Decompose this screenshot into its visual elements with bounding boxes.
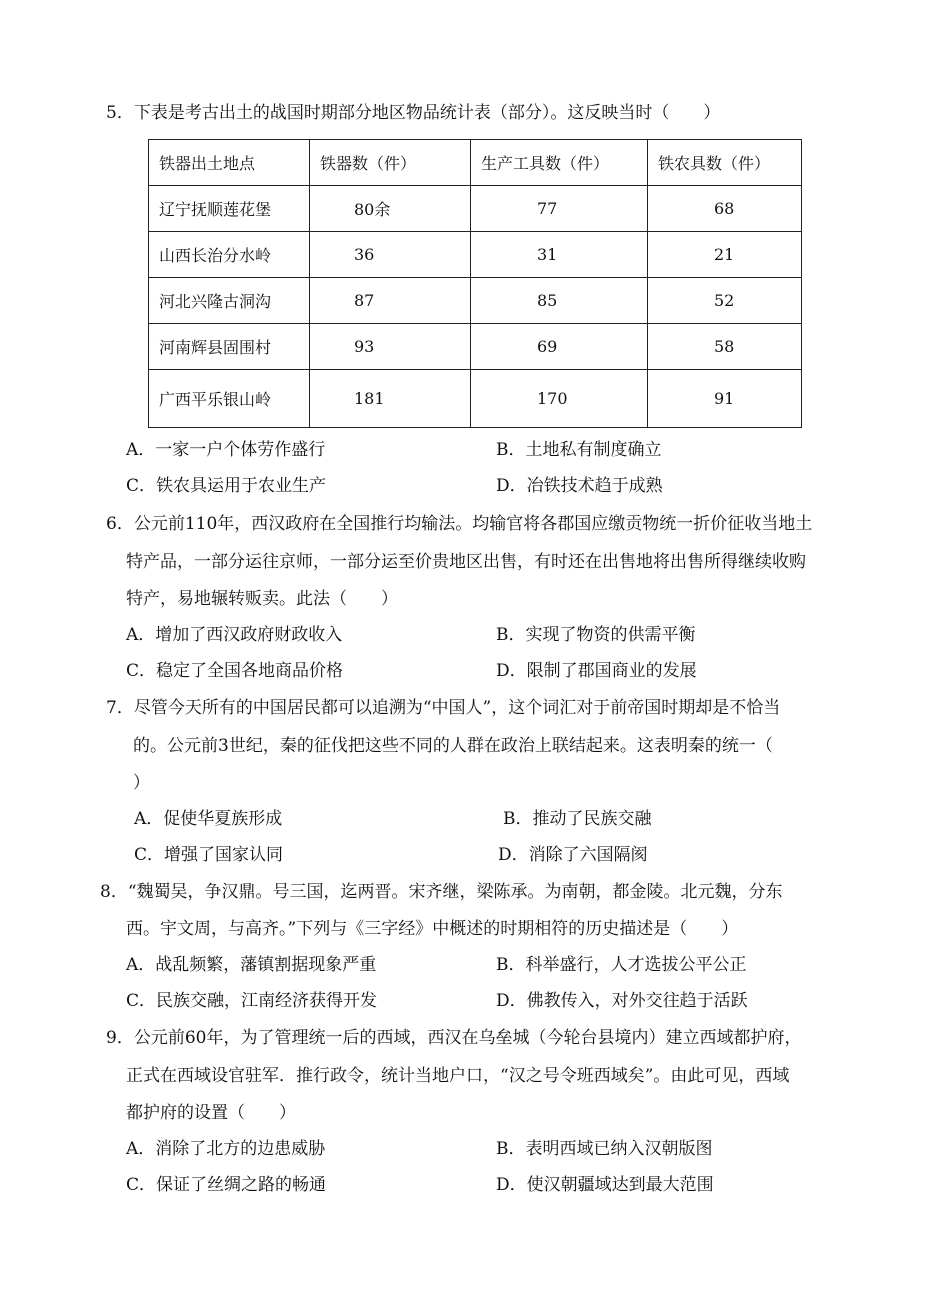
q9-stem-line: 9．公元前60年，为了管理统一后的西域，西汉在乌垒城（今轮台县境内）建立西域都护府，	[106, 1028, 802, 1048]
q5-option-a[interactable]: A．一家一户个体劳作盛行	[126, 440, 326, 460]
q9-option-a[interactable]: A．消除了北方的边患威胁	[126, 1139, 326, 1159]
q5-stem: 5．下表是考古出土的战国时期部分地区物品统计表（部分）。这反映当时（ ）	[106, 103, 721, 123]
q6-stem-line: 特产品，一部分运往京师，一部分运至价贵地区出售，有时还在出售地将出售所得继续收购	[126, 552, 806, 572]
table-cell: 31	[471, 232, 648, 278]
table-cell: 36	[310, 232, 471, 278]
q7-option-a[interactable]: A．促使华夏族形成	[134, 809, 283, 829]
q6-option-a[interactable]: A．增加了西汉政府财政收入	[126, 625, 343, 645]
q9-option-b[interactable]: B．表明西域已纳入汉朝版图	[496, 1139, 713, 1159]
table-cell: 58	[648, 324, 802, 370]
table-cell: 广西平乐银山岭	[149, 370, 310, 428]
q8-stem-line: 8．“魏蜀吴，争汉鼎。号三国，迄两晋。宋齐继，梁陈承。为南朝，都金陵。北元魏，分东	[100, 882, 783, 902]
table-row	[149, 232, 802, 278]
iron-artifacts-table	[148, 139, 802, 428]
q8-stem-line: 西。宇文周，与高齐。”下列与《三字经》中概述的时期相符的历史描述是（ ）	[126, 919, 739, 939]
q7-option-d[interactable]: D．消除了六国隔阂	[498, 845, 648, 865]
q9-option-d[interactable]: D．使汉朝疆域达到最大范围	[496, 1175, 714, 1195]
table-row	[149, 278, 802, 324]
q7-stem-line: 的。公元前3世纪，秦的征伐把这些不同的人群在政治上联结起来。这表明秦的统一（	[133, 736, 773, 756]
q6-option-d[interactable]: D．限制了郡国商业的发展	[496, 661, 697, 681]
q9-option-c[interactable]: C．保证了丝绸之路的畅通	[126, 1175, 327, 1195]
table-header-cell: 铁器数（件）	[310, 140, 471, 186]
table-row	[149, 370, 802, 428]
q9-stem-line: 都护府的设置（ ）	[126, 1103, 296, 1123]
table-cell: 93	[310, 324, 471, 370]
q8-option-c[interactable]: C．民族交融，江南经济获得开发	[126, 991, 378, 1011]
q7-option-c[interactable]: C．增强了国家认同	[134, 845, 284, 865]
q7-stem-line: 7．尽管今天所有的中国居民都可以追溯为“中国人”，这个词汇对于前帝国时期却是不恰当	[106, 698, 781, 718]
table-cell: 80余	[310, 186, 471, 232]
table-row	[149, 324, 802, 370]
table-cell: 170	[471, 370, 648, 428]
table-cell: 91	[648, 370, 802, 428]
table-cell: 77	[471, 186, 648, 232]
table-header-cell: 铁器出土地点	[149, 140, 310, 186]
q6-option-b[interactable]: B．实现了物资的供需平衡	[496, 625, 696, 645]
q9-stem-line: 正式在西域设官驻军．推行政令，统计当地户口，“汉之号令班西域矣”。由此可见，西域	[126, 1066, 790, 1086]
table-cell: 181	[310, 370, 471, 428]
table-cell: 85	[471, 278, 648, 324]
table-cell: 69	[471, 324, 648, 370]
table-cell: 山西长治分水岭	[149, 232, 310, 278]
table-header-row	[149, 140, 802, 186]
q6-stem-line: 6．公元前110年，西汉政府在全国推行均输法。均输官将各郡国应缴贡物统一折价征收当地土	[106, 514, 813, 534]
q8-option-d[interactable]: D．佛教传入，对外交往趋于活跃	[496, 991, 748, 1011]
q5-option-d[interactable]: D．冶铁技术趋于成熟	[496, 476, 663, 496]
q5-option-b[interactable]: B．土地私有制度确立	[496, 440, 662, 460]
q8-option-b[interactable]: B．科举盛行，人才选拔公平公正	[496, 955, 747, 975]
table-header-cell: 铁农具数（件）	[648, 140, 802, 186]
table-row	[149, 186, 802, 232]
table-header-cell: 生产工具数（件）	[471, 140, 648, 186]
table-cell: 河北兴隆古洞沟	[149, 278, 310, 324]
table-cell: 辽宁抚顺莲花堡	[149, 186, 310, 232]
q6-stem-line: 特产，易地辗转贩卖。此法（ ）	[126, 589, 398, 609]
table-cell: 52	[648, 278, 802, 324]
q6-option-c[interactable]: C．稳定了全国各地商品价格	[126, 661, 344, 681]
q8-option-a[interactable]: A．战乱频繁，藩镇割据现象严重	[126, 955, 377, 975]
q5-option-c[interactable]: C．铁农具运用于农业生产	[126, 476, 327, 496]
table-cell: 87	[310, 278, 471, 324]
q7-stem-line: ）	[133, 773, 150, 793]
q7-option-b[interactable]: B．推动了民族交融	[503, 809, 652, 829]
table-cell: 68	[648, 186, 802, 232]
table-cell: 21	[648, 232, 802, 278]
table-cell: 河南辉县固围村	[149, 324, 310, 370]
